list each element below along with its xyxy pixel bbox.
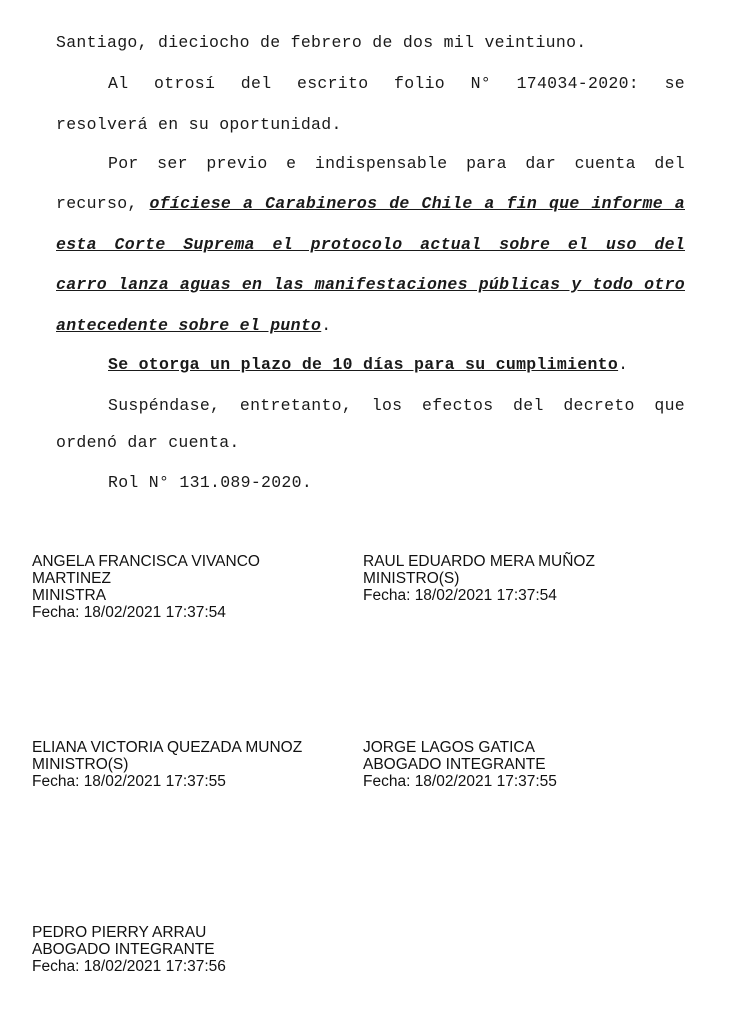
signer-name: ELIANA VICTORIA QUEZADA MUNOZ (32, 739, 303, 756)
signer-name: PEDRO PIERRY ARRAU (32, 924, 207, 941)
paragraph-oficio-line-4: carro lanza aguas en las manifestaciones públicas y todo otro (56, 275, 685, 294)
paragraph-oficio-emphasis: ofíciese a Carabineros de Chile a fin que informe a (149, 194, 685, 213)
plazo-period: . (618, 355, 629, 374)
paragraph-oficio-line-1: Por ser previo e indispensable para dar cuenta del (108, 154, 685, 173)
date-line: Santiago, dieciocho de febrero de dos mil veintiuno. (56, 33, 587, 52)
signature-pierry (32, 924, 226, 975)
signature-lagos (363, 739, 557, 790)
signer-role: MINISTRO(S) (363, 570, 460, 587)
signature-vivanco (32, 553, 260, 621)
signature-date: Fecha: 18/02/2021 17:37:54 (363, 587, 557, 604)
paragraph-oficio-emphasis-end: antecedente sobre el punto (56, 316, 322, 335)
signature-date: Fecha: 18/02/2021 17:37:55 (32, 773, 226, 790)
paragraph-plazo (108, 355, 685, 374)
signer-role: MINISTRA (32, 587, 107, 604)
paragraph-oficio-line-2 (56, 194, 685, 213)
signature-date: Fecha: 18/02/2021 17:37:54 (32, 604, 226, 621)
signer-role: ABOGADO INTEGRANTE (32, 941, 215, 958)
plazo-emphasis: Se otorga un plazo de 10 días para su cumplimiento (108, 355, 619, 374)
paragraph-suspension-line-2: ordenó dar cuenta. (56, 433, 240, 452)
rol-number: Rol N° 131.089-2020. (108, 473, 313, 492)
signature-date: Fecha: 18/02/2021 17:37:55 (363, 773, 557, 790)
paragraph-otrosi-line-2: resolverá en su oportunidad. (56, 115, 342, 134)
signer-name: ANGELA FRANCISCA VIVANCO (32, 553, 260, 570)
paragraph-oficio-line-3: esta Corte Suprema el protocolo actual sobre el uso del (56, 235, 685, 254)
signer-name-continued: MARTINEZ (32, 570, 111, 587)
signer-role: ABOGADO INTEGRANTE (363, 756, 546, 773)
signature-date: Fecha: 18/02/2021 17:37:56 (32, 958, 226, 975)
signer-name: JORGE LAGOS GATICA (363, 739, 535, 756)
signature-mera (363, 553, 595, 604)
paragraph-suspension-line-1: Suspéndase, entretanto, los efectos del decreto que (108, 396, 685, 415)
signer-role: MINISTRO(S) (32, 756, 129, 773)
signature-quezada (32, 739, 302, 790)
paragraph-oficio-line-5 (56, 316, 685, 335)
paragraph-oficio-plain-text: recurso, (56, 194, 150, 213)
signer-name: RAUL EDUARDO MERA MUÑOZ (363, 553, 595, 570)
paragraph-oficio-period: . (321, 316, 332, 335)
paragraph-otrosi-line-1: Al otrosí del escrito folio N° 174034-2020: se (108, 74, 685, 93)
